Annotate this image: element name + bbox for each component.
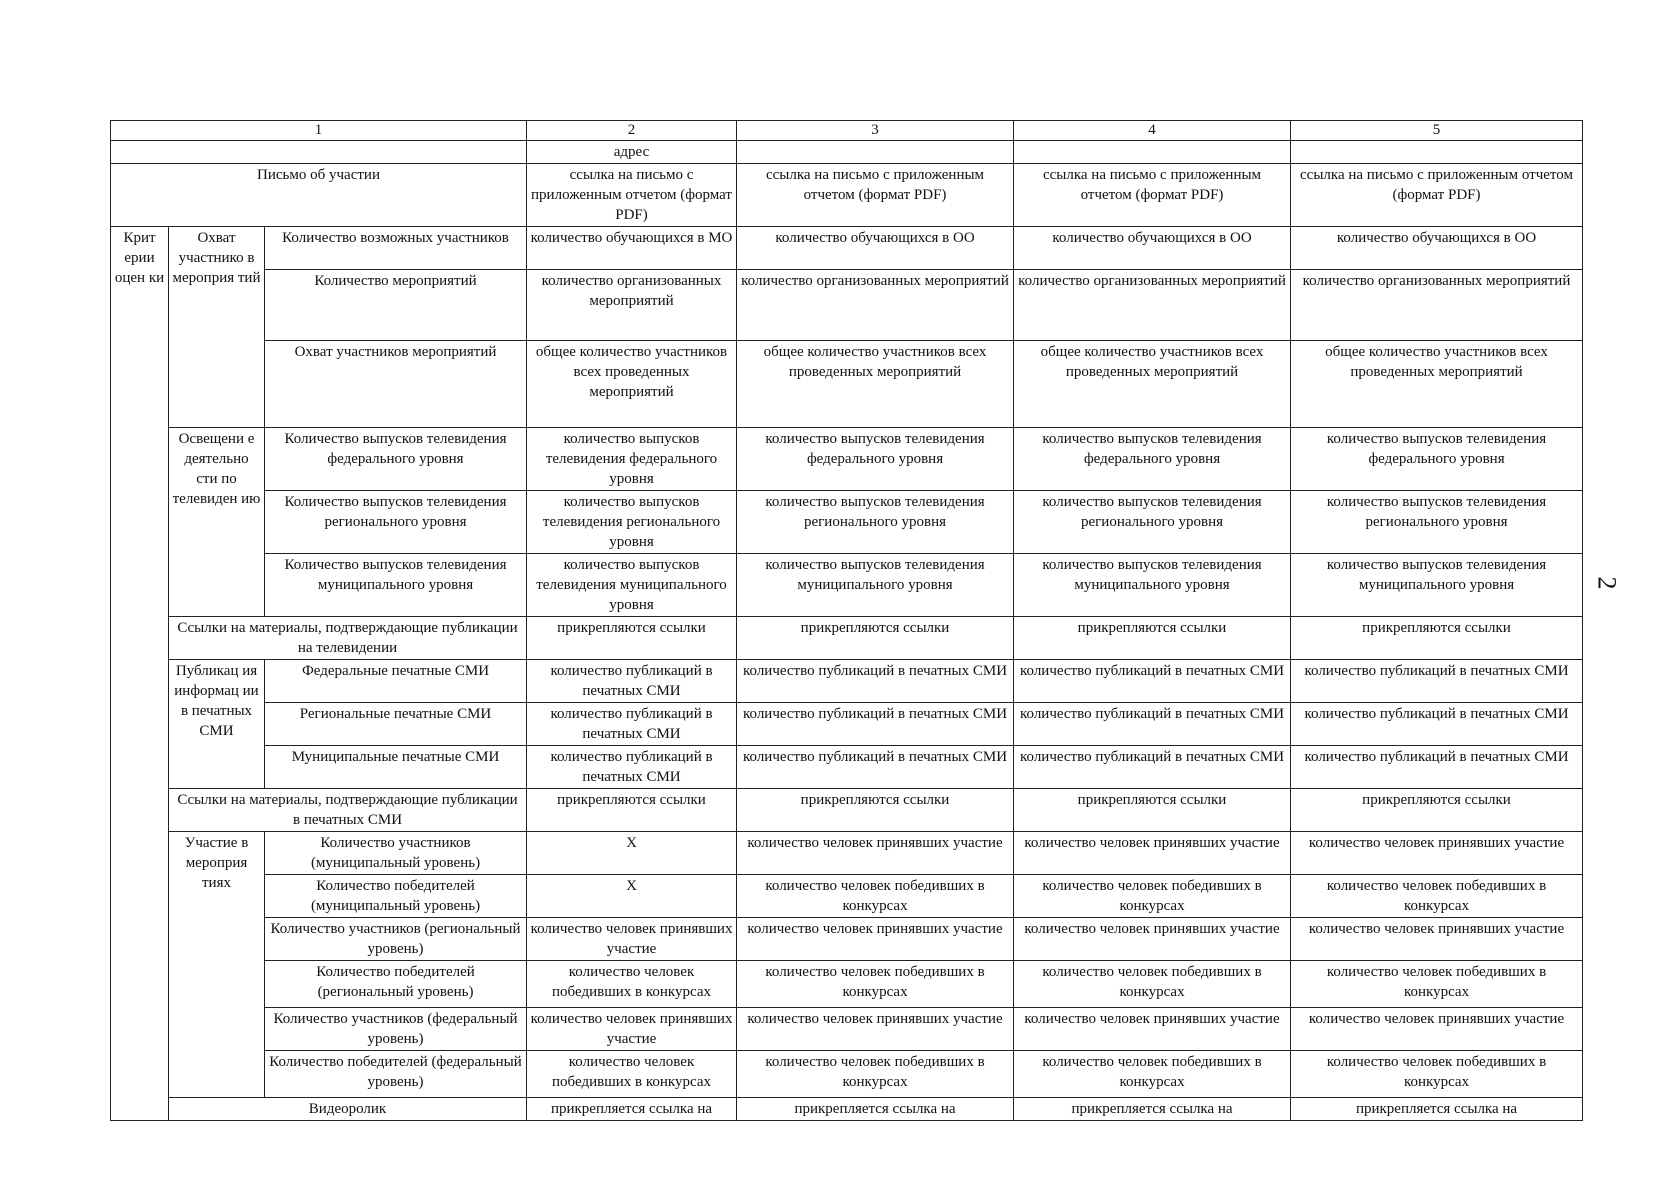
events-row — [111, 1051, 1583, 1098]
value-cell-col2: количество обучающихся в МО — [527, 227, 737, 270]
value-cell-col3: количество публикаций в печатных СМИ — [737, 746, 1014, 789]
value-cell-col4: количество выпусков телевидения федерального уровня — [1014, 428, 1291, 491]
value-cell-col2: ссылка на письмо с приложенным отчетом (формат PDF) — [527, 164, 737, 227]
value-cell-col3: количество человек принявших участие — [737, 832, 1014, 875]
value-cell-col3: прикрепляется ссылка на — [737, 1098, 1014, 1121]
value-cell-col4: прикрепляется ссылка на — [1014, 1098, 1291, 1121]
header-number: 5 — [1291, 121, 1583, 141]
value-cell-col4: количество человек принявших участие — [1014, 1008, 1291, 1051]
page-number: 2 — [1592, 576, 1622, 590]
letter-row — [111, 164, 1583, 227]
coverage-row — [111, 227, 1583, 270]
value-cell-col3: количество публикаций в печатных СМИ — [737, 660, 1014, 703]
value-cell-col3: количество выпусков телевидения муниципального уровня — [737, 554, 1014, 617]
value-cell-col2: количество выпусков телевидения федерального уровня — [527, 428, 737, 491]
criterion-label: Количество победителей (муниципальный уровень) — [265, 875, 527, 918]
links-label: Ссылки на материалы, подтверждающие публикации на телевидении — [169, 617, 527, 660]
coverage-group-label: Охват участнико в мероприя тий — [169, 227, 265, 428]
value-cell-col4: количество выпусков телевидения муниципального уровня — [1014, 554, 1291, 617]
value-cell-col5: количество человек победивших в конкурсах — [1291, 1051, 1583, 1098]
value-cell-col4: количество организованных мероприятий — [1014, 270, 1291, 341]
events-row — [111, 875, 1583, 918]
value-cell-col4: общее количество участников всех проведенных мероприятий — [1014, 341, 1291, 428]
coverage-row — [111, 270, 1583, 341]
value-cell-col2: количество человек принявших участие — [527, 1008, 737, 1051]
value-cell-col5: количество человек победивших в конкурсах — [1291, 875, 1583, 918]
value-cell-col3: количество человек победивших в конкурсах — [737, 1051, 1014, 1098]
value-cell-col4: количество выпусков телевидения регионального уровня — [1014, 491, 1291, 554]
header-number: 4 — [1014, 121, 1291, 141]
address-label-cell — [111, 141, 527, 164]
press-row — [111, 703, 1583, 746]
value-cell-col2: Х — [527, 875, 737, 918]
press-links-row — [111, 789, 1583, 832]
criterion-label: Количество участников (региональный уровень) — [265, 918, 527, 961]
address-row — [111, 141, 1583, 164]
value-cell-col4: количество публикаций в печатных СМИ — [1014, 746, 1291, 789]
value-cell-col5: количество публикаций в печатных СМИ — [1291, 660, 1583, 703]
address-cell: адрес — [527, 141, 737, 164]
value-cell-col2: количество публикаций в печатных СМИ — [527, 703, 737, 746]
criterion-label: Региональные печатные СМИ — [265, 703, 527, 746]
value-cell-col3: количество организованных мероприятий — [737, 270, 1014, 341]
criterion-label: Количество выпусков телевидения федерального уровня — [265, 428, 527, 491]
coverage-row — [111, 341, 1583, 428]
criterion-label: Количество участников (федеральный уровень) — [265, 1008, 527, 1051]
events-row — [111, 1008, 1583, 1051]
value-cell-col3: количество человек принявших участие — [737, 918, 1014, 961]
tv-group-label: Освещени е деятельно сти по телевиден ию — [169, 428, 265, 617]
criterion-label: Количество победителей (региональный уровень) — [265, 961, 527, 1008]
criterion-label: Количество мероприятий — [265, 270, 527, 341]
criterion-label: Количество выпусков телевидения муниципального уровня — [265, 554, 527, 617]
value-cell-col5: ссылка на письмо с приложенным отчетом (формат PDF) — [1291, 164, 1583, 227]
value-cell-col5: количество человек победивших в конкурсах — [1291, 961, 1583, 1008]
value-cell-col2: количество человек победивших в конкурсах — [527, 1051, 737, 1098]
value-cell-col4: прикрепляются ссылки — [1014, 617, 1291, 660]
value-cell-col4: количество публикаций в печатных СМИ — [1014, 660, 1291, 703]
value-cell-col5: количество человек принявших участие — [1291, 918, 1583, 961]
value-cell-col5: количество выпусков телевидения регионального уровня — [1291, 491, 1583, 554]
criterion-label: Федеральные печатные СМИ — [265, 660, 527, 703]
value-cell-col4: количество публикаций в печатных СМИ — [1014, 703, 1291, 746]
press-row — [111, 660, 1583, 703]
criteria-label: Крит ерии оцен ки — [111, 227, 169, 1121]
value-cell-col3: количество человек принявших участие — [737, 1008, 1014, 1051]
value-cell-col2: количество организованных мероприятий — [527, 270, 737, 341]
value-cell-col2: прикрепляются ссылки — [527, 617, 737, 660]
value-cell-col5: количество выпусков телевидения федерального уровня — [1291, 428, 1583, 491]
value-cell-col5: количество человек принявших участие — [1291, 1008, 1583, 1051]
value-cell-col5: количество выпусков телевидения муниципального уровня — [1291, 554, 1583, 617]
criterion-label: Количество выпусков телевидения регионального уровня — [265, 491, 527, 554]
links-label: Ссылки на материалы, подтверждающие публикации в печатных СМИ — [169, 789, 527, 832]
criteria-table — [110, 120, 1583, 1121]
criterion-label: Охват участников мероприятий — [265, 341, 527, 428]
value-cell-col5: количество человек принявших участие — [1291, 832, 1583, 875]
value-cell-col3: количество публикаций в печатных СМИ — [737, 703, 1014, 746]
criterion-label: Муниципальные печатные СМИ — [265, 746, 527, 789]
value-cell-col2: прикрепляется ссылка на — [527, 1098, 737, 1121]
value-cell-col2: количество человек принявших участие — [527, 918, 737, 961]
empty-cell — [737, 141, 1014, 164]
value-cell-col4: количество обучающихся в ОО — [1014, 227, 1291, 270]
value-cell-col3: количество выпусков телевидения федерального уровня — [737, 428, 1014, 491]
value-cell-col2: количество человек победивших в конкурсах — [527, 961, 737, 1008]
value-cell-col5: общее количество участников всех проведенных мероприятий — [1291, 341, 1583, 428]
header-number: 2 — [527, 121, 737, 141]
press-group-label: Публикац ия информац ии в печатных СМИ — [169, 660, 265, 789]
value-cell-col5: прикрепляется ссылка на — [1291, 1098, 1583, 1121]
value-cell-col3: ссылка на письмо с приложенным отчетом (формат PDF) — [737, 164, 1014, 227]
value-cell-col3: прикрепляются ссылки — [737, 617, 1014, 660]
empty-cell — [1291, 141, 1583, 164]
tv-row — [111, 428, 1583, 491]
value-cell-col2: общее количество участников всех проведенных мероприятий — [527, 341, 737, 428]
tv-row — [111, 491, 1583, 554]
value-cell-col5: прикрепляются ссылки — [1291, 789, 1583, 832]
value-cell-col2: Х — [527, 832, 737, 875]
events-row — [111, 961, 1583, 1008]
value-cell-col3: количество человек победивших в конкурсах — [737, 875, 1014, 918]
header-number: 3 — [737, 121, 1014, 141]
value-cell-col2: количество выпусков телевидения муниципального уровня — [527, 554, 737, 617]
value-cell-col2: количество публикаций в печатных СМИ — [527, 660, 737, 703]
criterion-label: Количество возможных участников — [265, 227, 527, 270]
value-cell-col3: количество обучающихся в ОО — [737, 227, 1014, 270]
value-cell-col3: прикрепляются ссылки — [737, 789, 1014, 832]
value-cell-col2: количество выпусков телевидения регионального уровня — [527, 491, 737, 554]
value-cell-col3: количество выпусков телевидения регионального уровня — [737, 491, 1014, 554]
value-cell-col4: количество человек победивших в конкурсах — [1014, 875, 1291, 918]
value-cell-col5: количество организованных мероприятий — [1291, 270, 1583, 341]
value-cell-col4: ссылка на письмо с приложенным отчетом (формат PDF) — [1014, 164, 1291, 227]
letter-label: Письмо об участии — [111, 164, 527, 227]
tv-row — [111, 554, 1583, 617]
empty-cell — [1014, 141, 1291, 164]
value-cell-col4: прикрепляются ссылки — [1014, 789, 1291, 832]
criterion-label: Количество участников (муниципальный уровень) — [265, 832, 527, 875]
press-row — [111, 746, 1583, 789]
value-cell-col5: количество публикаций в печатных СМИ — [1291, 703, 1583, 746]
value-cell-col4: количество человек принявших участие — [1014, 918, 1291, 961]
value-cell-col5: количество обучающихся в ОО — [1291, 227, 1583, 270]
value-cell-col4: количество человек победивших в конкурсах — [1014, 1051, 1291, 1098]
video-row — [111, 1098, 1583, 1121]
value-cell-col3: общее количество участников всех проведенных мероприятий — [737, 341, 1014, 428]
events-row — [111, 918, 1583, 961]
header-number: 1 — [111, 121, 527, 141]
events-group-label: Участие в мероприя тиях — [169, 832, 265, 1098]
value-cell-col3: количество человек победивших в конкурсах — [737, 961, 1014, 1008]
video-label: Видеоролик — [169, 1098, 527, 1121]
header-row — [111, 121, 1583, 141]
value-cell-col5: прикрепляются ссылки — [1291, 617, 1583, 660]
value-cell-col5: количество публикаций в печатных СМИ — [1291, 746, 1583, 789]
value-cell-col2: прикрепляются ссылки — [527, 789, 737, 832]
tv-links-row — [111, 617, 1583, 660]
value-cell-col4: количество человек победивших в конкурсах — [1014, 961, 1291, 1008]
value-cell-col4: количество человек принявших участие — [1014, 832, 1291, 875]
events-row — [111, 832, 1583, 875]
value-cell-col2: количество публикаций в печатных СМИ — [527, 746, 737, 789]
criterion-label: Количество победителей (федеральный уровень) — [265, 1051, 527, 1098]
